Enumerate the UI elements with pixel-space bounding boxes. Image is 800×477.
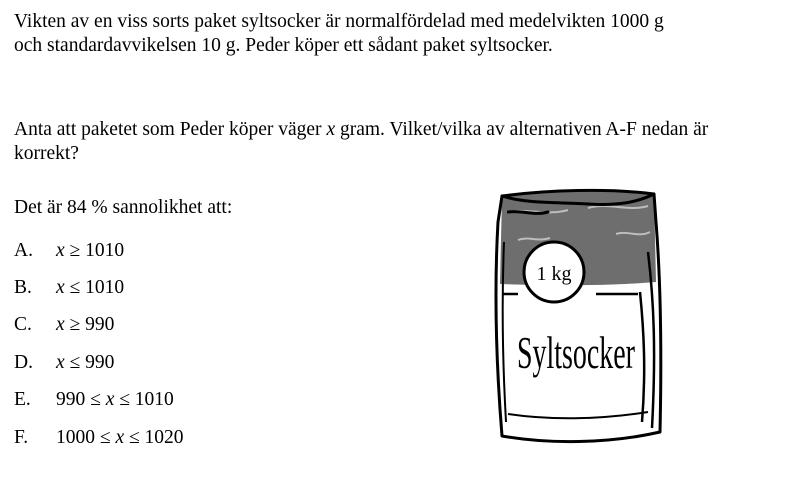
option-a [14, 232, 184, 269]
variable-x: x [56, 277, 65, 299]
paragraph-2-before: Anta att paketet som Peder köper väger [14, 119, 322, 140]
problem-paragraph-1: Vikten av en viss sorts paket syltsocker är normalfördelad med medelvikten 1000 g och standardavvikelsen 10 g. Peder köper ett sådant paket syltsocker. [14, 11, 664, 56]
bag-bottom-crease [508, 412, 648, 418]
sugar-bag-illustration [488, 182, 668, 462]
answer-options [14, 232, 184, 456]
option-expression: x ≥ 1010 [56, 239, 125, 261]
option-expression: 1000 ≤ x ≤ 1020 [56, 426, 184, 448]
variable-x: x [115, 426, 125, 448]
option-f [14, 419, 184, 456]
option-expression: x ≤ 990 [56, 351, 115, 373]
option-letter: B. [14, 277, 32, 299]
paragraph-2-after: gram. Vilket/vilka av alternativen A-F nedan är korrekt? [14, 119, 709, 164]
option-expression: 990 ≤ x ≤ 1010 [56, 389, 174, 411]
option-letter: D. [14, 351, 33, 373]
option-expression: x ≥ 990 [56, 314, 115, 336]
problem-paragraph-2 [14, 118, 734, 166]
option-letter: F. [14, 426, 29, 448]
weight-label: 1 kg [536, 263, 572, 285]
option-letter: C. [14, 314, 32, 336]
product-label: Syltsocker [517, 328, 636, 378]
option-c [14, 307, 184, 344]
variable-x: x [56, 351, 65, 373]
variable-x: x [105, 389, 115, 411]
variable-x: x [326, 119, 336, 140]
option-letter: A. [14, 239, 33, 261]
question-prompt: Det är 84 % sannolikhet att: [14, 197, 233, 218]
option-d [14, 344, 184, 381]
option-e [14, 382, 184, 419]
option-b [14, 269, 184, 306]
option-expression: x ≤ 1010 [56, 277, 125, 299]
variable-x: x [56, 314, 65, 336]
variable-x: x [56, 239, 65, 261]
option-letter: E. [14, 389, 31, 411]
